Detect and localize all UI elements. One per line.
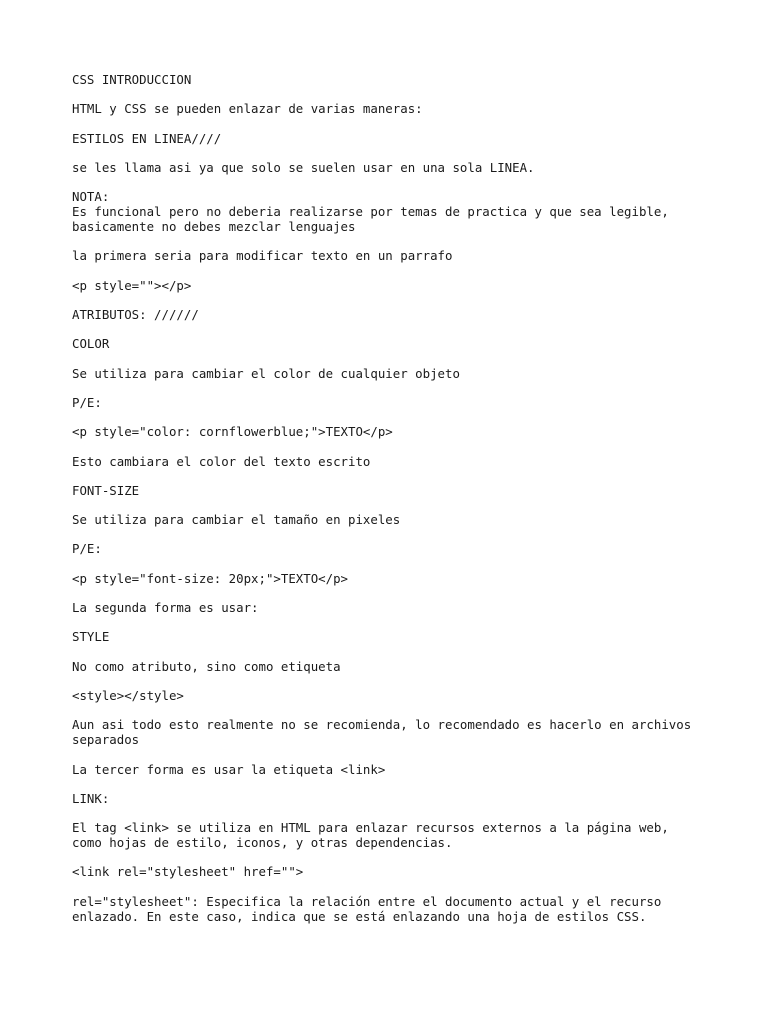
text-line: la primera seria para modificar texto en un parrafo	[72, 248, 453, 264]
text-line: <p style="color: cornflowerblue;">TEXTO</p>	[72, 424, 393, 440]
paragraph	[72, 101, 712, 116]
paragraph	[72, 762, 712, 777]
text-line: LINK:	[72, 790, 110, 806]
text-line: La tercer forma es usar la etiqueta <link>	[72, 761, 386, 777]
text-line: HTML y CSS se pueden enlazar de varias maneras:	[72, 101, 423, 117]
text-line: STYLE	[72, 629, 110, 645]
paragraph	[72, 541, 712, 556]
paragraph	[72, 894, 712, 924]
text-line: <p style=""></p>	[72, 277, 192, 293]
text-line: La segunda forma es usar:	[72, 600, 259, 616]
paragraph	[72, 791, 712, 806]
paragraph	[72, 336, 712, 351]
text-line: NOTA:	[72, 189, 110, 205]
text-line: Se utiliza para cambiar el tamaño en pixeles	[72, 512, 401, 528]
paragraph	[72, 864, 712, 879]
text-line: <p style="font-size: 20px;">TEXTO</p>	[72, 570, 349, 586]
paragraph	[72, 72, 712, 87]
text-line: Se utiliza para cambiar el color de cualquier objeto	[72, 365, 460, 381]
paragraph	[72, 424, 712, 439]
paragraph	[72, 512, 712, 527]
text-line: basicamente no debes mezclar lenguajes	[72, 219, 356, 235]
paragraph	[72, 820, 712, 850]
paragraph	[72, 189, 712, 234]
document-page	[72, 72, 712, 938]
paragraph	[72, 131, 712, 146]
paragraph	[72, 366, 712, 381]
paragraph	[72, 600, 712, 615]
paragraph	[72, 160, 712, 175]
paragraph	[72, 688, 712, 703]
paragraph	[72, 307, 712, 322]
text-line: se les llama asi ya que solo se suelen usar en una sola LINEA.	[72, 159, 535, 175]
paragraph	[72, 483, 712, 498]
paragraph	[72, 248, 712, 263]
text-line: como hojas de estilo, iconos, y otras dependencias.	[72, 835, 453, 851]
text-line: separados	[72, 732, 140, 748]
paragraph	[72, 717, 712, 747]
paragraph	[72, 659, 712, 674]
text-line: Es funcional pero no deberia realizarse por temas de practica y que sea legible,	[72, 204, 669, 220]
text-line: CSS INTRODUCCION	[72, 72, 192, 87]
text-line: COLOR	[72, 336, 110, 352]
text-line: ATRIBUTOS: //////	[72, 307, 199, 323]
paragraph	[72, 629, 712, 644]
text-line: P/E:	[72, 541, 102, 557]
text-line: <style></style>	[72, 687, 184, 703]
paragraph	[72, 571, 712, 586]
text-line: FONT-SIZE	[72, 482, 140, 498]
text-line: El tag <link> se utiliza en HTML para enlazar recursos externos a la página web,	[72, 820, 669, 836]
paragraph	[72, 278, 712, 293]
text-line: Esto cambiara el color del texto escrito	[72, 453, 371, 469]
text-line: <link rel="stylesheet" href="">	[72, 864, 304, 880]
paragraph	[72, 395, 712, 410]
text-line: No como atributo, sino como etiqueta	[72, 658, 341, 674]
text-line: ESTILOS EN LINEA////	[72, 130, 222, 146]
paragraph	[72, 454, 712, 469]
text-line: Aun asi todo esto realmente no se recomienda, lo recomendado es hacerlo en archivos	[72, 717, 692, 733]
text-line: rel="stylesheet": Especifica la relación entre el documento actual y el recurso	[72, 893, 662, 909]
text-line: P/E:	[72, 394, 102, 410]
text-line: enlazado. En este caso, indica que se está enlazando una hoja de estilos CSS.	[72, 908, 647, 924]
